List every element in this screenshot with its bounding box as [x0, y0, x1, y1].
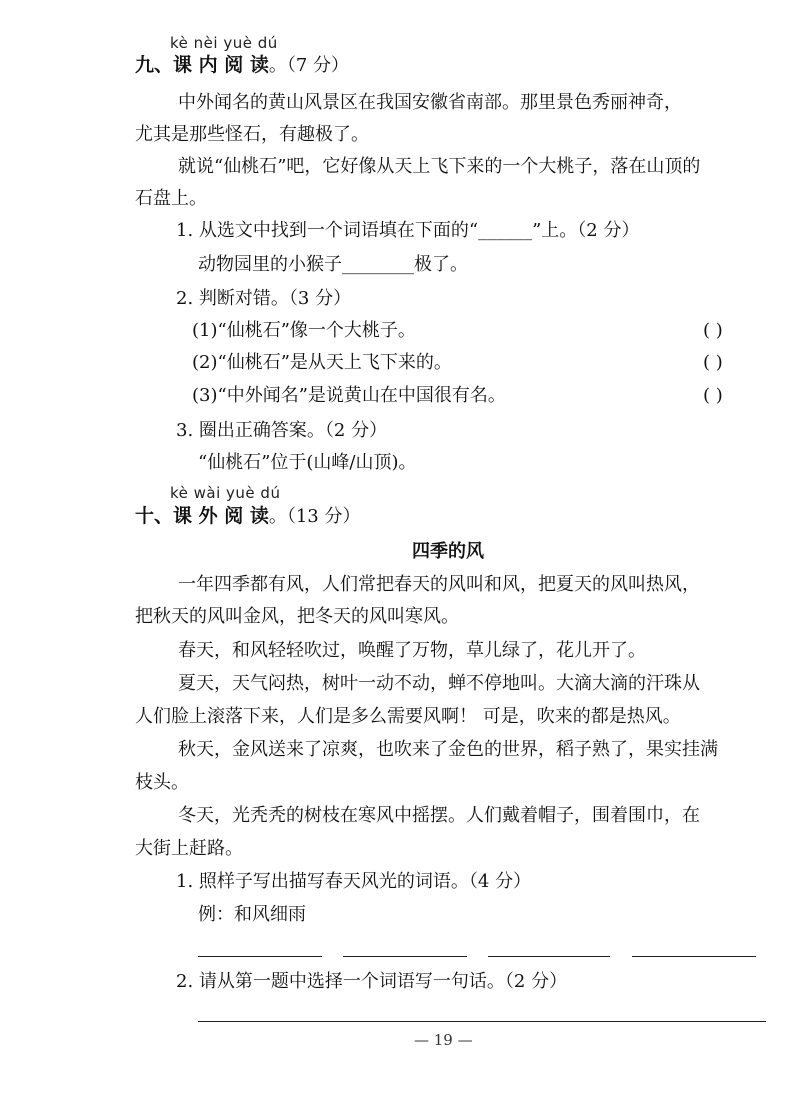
section10-pinyin: kè wài yuè dú [170, 484, 281, 502]
section10-heading [135, 505, 361, 528]
answer-blank-1[interactable] [198, 956, 322, 957]
s9-q2-item-1: (1)“仙桃石”像一个大桃子。 [192, 320, 416, 341]
passage-line-4: 夏天，天气闷热，树叶一动不动，蝉不停地叫。大滴大滴的汗珠从 [178, 673, 700, 694]
s9-para1-line2: 尤其是那些怪石，有趣极了。 [135, 124, 369, 145]
section9-pinyin: kè nèi yuè dú [170, 34, 278, 52]
passage-line-2: 把秋天的风叫金风，把冬天的风叫寒风。 [135, 606, 459, 627]
s9-para2-line1: 就说“仙桃石”吧，它好像从天上飞下来的一个大桃子，落在山顶的 [178, 156, 701, 177]
answer-blank-4[interactable] [632, 956, 756, 957]
s9-q2-item-3: (3)“中外闻名”是说黄山在中国很有名。 [192, 385, 506, 406]
passage-line-1: 一年四季都有风，人们常把春天的风叫和风，把夏天的风叫热风， [178, 574, 700, 595]
passage-line-7: 枝头。 [135, 772, 189, 793]
section9-score: 。（7 分） [268, 55, 350, 76]
s9-question-3-sentence: “仙桃石”位于(山峰/山顶)。 [198, 452, 417, 473]
s9-q2-answer-paren-3[interactable]: ( ) [703, 385, 723, 406]
page-number: — 19 — [414, 1031, 473, 1049]
passage-title: 四季的风 [412, 541, 484, 562]
passage-line-8: 冬天，光秃秃的树枝在寒风中摇摆。人们戴着帽子，围着围巾，在 [178, 805, 700, 826]
passage-line-6: 秋天，金风送来了凉爽，也吹来了金色的世界，稻子熟了，果实挂满 [178, 739, 718, 760]
s9-para1-line1: 中外闻名的黄山风景区在我国安徽省南部。那里景色秀丽神奇， [178, 92, 682, 113]
answer-blank-2[interactable] [343, 956, 467, 957]
s9-q2-answer-paren-2[interactable]: ( ) [703, 352, 723, 373]
s9-question-1-sentence: 动物园里的小猴子________极了。 [198, 254, 468, 275]
section9-heading [135, 54, 349, 77]
s9-q2-answer-paren-1[interactable]: ( ) [703, 320, 723, 341]
answer-blank-3[interactable] [488, 956, 610, 957]
passage-line-5: 人们脸上滚落下来，人们是多么需要风啊！ 可是，吹来的都是热风。 [135, 706, 681, 727]
s10-question-1: 1. 照样子写出描写春天风光的词语。（4 分） [176, 871, 532, 892]
section10-score: 。（13 分） [268, 506, 361, 527]
passage-line-9: 大街上赶路。 [135, 838, 243, 859]
sentence-answer-line[interactable] [198, 1021, 766, 1022]
s9-question-2: 2. 判断对错。（3 分） [176, 288, 352, 309]
section9-heading-text: 九、课 内 阅 读 [135, 54, 269, 76]
passage-line-3: 春天，和风轻轻吹过，唤醒了万物，草儿绿了，花儿开了。 [178, 640, 646, 661]
s9-para2-line2: 石盘上。 [135, 188, 207, 209]
s10-question-1-example: 例：和风细雨 [198, 904, 306, 925]
s9-q2-item-2: (2)“仙桃石”是从天上飞下来的。 [192, 352, 452, 373]
s9-question-3: 3. 圈出正确答案。（2 分） [176, 420, 388, 441]
s10-question-2: 2. 请从第一题中选择一个词语写一句话。（2 分） [176, 971, 568, 992]
s9-question-1: 1. 从选文中找到一个词语填在下面的“______”上。（2 分） [176, 220, 640, 241]
section10-heading-text: 十、课 外 阅 读 [135, 505, 269, 527]
